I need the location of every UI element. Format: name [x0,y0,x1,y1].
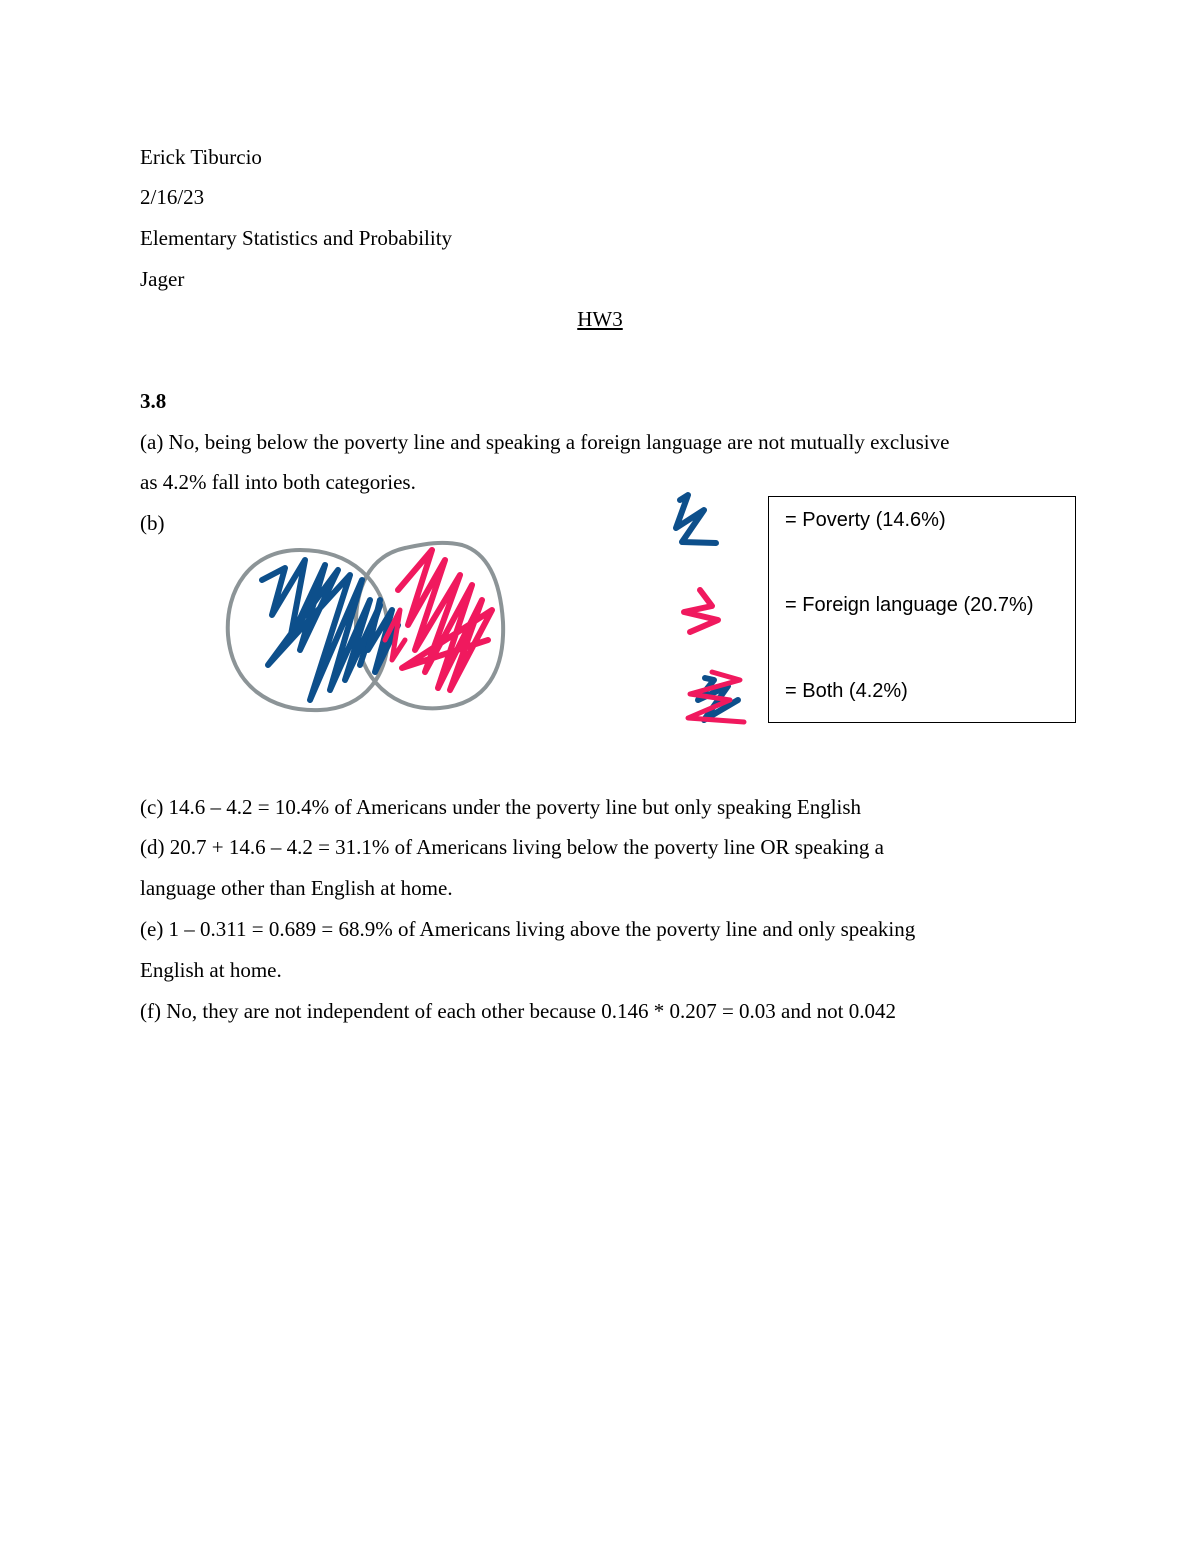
answer-b-label: (b) [140,511,165,535]
foreign-scribble [398,550,492,690]
answer-e-line1: (e) 1 – 0.311 = 0.689 = 68.9% of Americans living above the poverty line and only speaking [140,917,916,941]
answer-f: (f) No, they are not independent of each other because 0.146 * 0.207 = 0.03 and not 0.042 [140,999,896,1023]
legend-both: = Both (4.2%) [785,680,908,702]
student-name: Erick Tiburcio [140,145,262,169]
foreign-swatch-icon [684,590,718,632]
legend-foreign-language: = Foreign language (20.7%) [785,594,1034,616]
legend-poverty: = Poverty (14.6%) [785,509,946,531]
answer-d-line1: (d) 20.7 + 14.6 – 4.2 = 31.1% of Americans living below the poverty line OR speaking a [140,835,884,859]
page-title: HW3 [577,307,623,331]
problem-number: 3.8 [140,389,167,413]
answer-d-line2: language other than English at home. [140,876,453,900]
date: 2/16/23 [140,185,205,209]
answer-e-line2: English at home. [140,958,282,982]
answer-a-line2: as 4.2% fall into both categories. [140,470,416,494]
poverty-swatch-icon [676,495,716,543]
answer-c: (c) 14.6 – 4.2 = 10.4% of Americans under the poverty line but only speaking English [140,795,862,819]
legend-box [768,496,1076,723]
answer-a-line1: (a) No, being below the poverty line and speaking a foreign language are not mutually exclusive [140,430,950,454]
course-name: Elementary Statistics and Probability [140,226,453,250]
poverty-scribble [262,560,380,700]
instructor-name: Jager [140,267,185,291]
